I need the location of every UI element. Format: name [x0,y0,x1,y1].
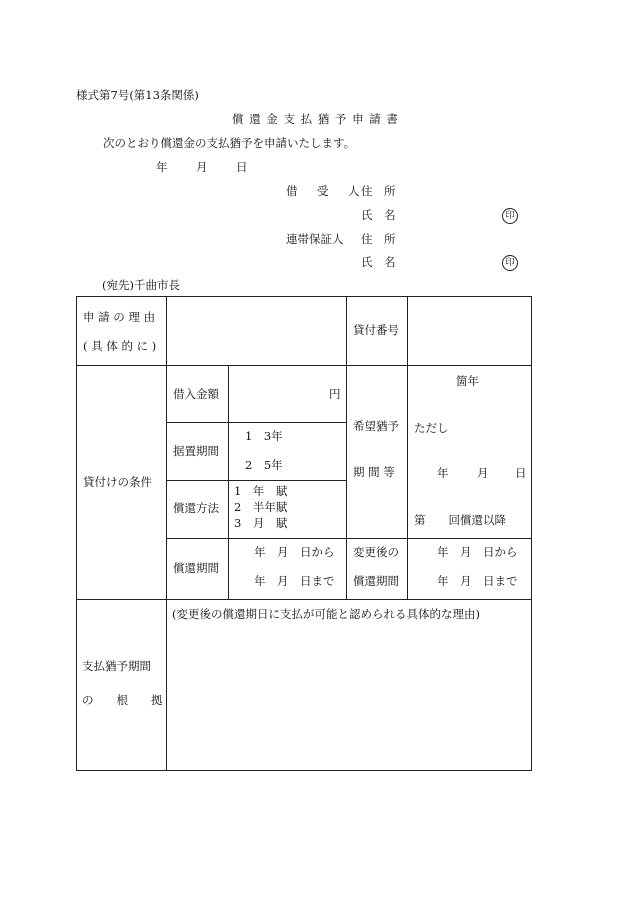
row-line-conditions [76,599,532,600]
grace-option-2: 2 5年 [245,458,283,472]
basis-label-line1: 支払猶予期間 [82,659,151,673]
changed-period-label-line1: 変更後の [353,545,399,559]
grace-period-label: 据置期間 [173,444,219,458]
changed-period-from: 年 月 日から [437,545,518,559]
row-line-amount [166,422,347,423]
guarantor-label: 連帯保証人 [286,232,344,246]
deferral-date-month: 月 [477,466,489,480]
row-line-reason [76,365,532,366]
period-from: 年 月 日から [254,545,335,559]
repayment-option-2: 2 半年賦 [234,500,288,514]
proviso: ただし [414,421,449,435]
repayment-option-3: 3 月 賦 [234,516,288,530]
guarantor-seal-mark: 印 [502,255,518,271]
table-border-right [531,296,532,771]
table-border-top [76,296,532,297]
reason-label-line1: 申 請 の 理 由 [83,310,156,324]
borrower-label: 借 受 人 [286,184,364,198]
basis-label-line2: の 根 拠 [82,693,163,707]
desired-deferral-label-line1: 希望猶予 [353,419,399,433]
period-to: 年 月 日まで [254,574,335,588]
installment-text: 第 回償還以降 [414,513,506,527]
table-border-left [76,296,77,771]
row-line-grace [166,480,347,481]
row-line-deferral [346,538,532,539]
loan-amount-label: 借入金額 [173,387,219,401]
col-line-mid [346,296,347,600]
reason-label-line2: ( 具 体 的 に ) [83,339,157,353]
guarantor-address-label: 住 所 [361,232,396,246]
grace-option-1: 1 3年 [245,429,283,443]
years-count: 箇年 [456,374,479,388]
table-border-bottom [76,770,532,771]
borrower-address-label: 住 所 [361,184,396,198]
yen-unit: 円 [329,387,341,401]
repayment-period-label: 償還期間 [173,561,219,575]
guarantor-name-label: 氏 名 [361,255,396,269]
col-line-right-label [407,296,408,600]
date-month: 月 [196,160,208,174]
borrower-seal-mark: 印 [502,208,518,224]
deferral-date-year: 年 [437,466,449,480]
document-title: 償 還 金 支 払 猶 予 申 請 書 [232,112,399,126]
deferral-date-day: 日 [515,466,527,480]
basis-note: (変更後の償還期日に支払が可能と認められる具体的な理由) [172,607,480,621]
row-line-method [166,538,347,539]
repayment-option-1: 1 年 賦 [234,484,288,498]
intro-text: 次のとおり償還金の支払猶予を申請いたします。 [103,136,356,150]
changed-period-label-line2: 償還期間 [353,574,399,588]
desired-deferral-label-line2: 期 間 等 [353,465,395,479]
repayment-method-label: 償還方法 [173,501,219,515]
date-day: 日 [236,160,248,174]
changed-period-to: 年 月 日まで [437,574,518,588]
col-line-label [166,296,167,771]
conditions-label: 貸付けの条件 [83,475,152,489]
borrower-name-label: 氏 名 [361,208,396,222]
addressee: (宛先)千曲市長 [102,278,180,292]
date-year: 年 [156,160,168,174]
loan-number-label: 貸付番号 [353,323,399,337]
col-line-sublabel [228,365,229,600]
form-number: 様式第7号(第13条関係) [76,88,199,102]
